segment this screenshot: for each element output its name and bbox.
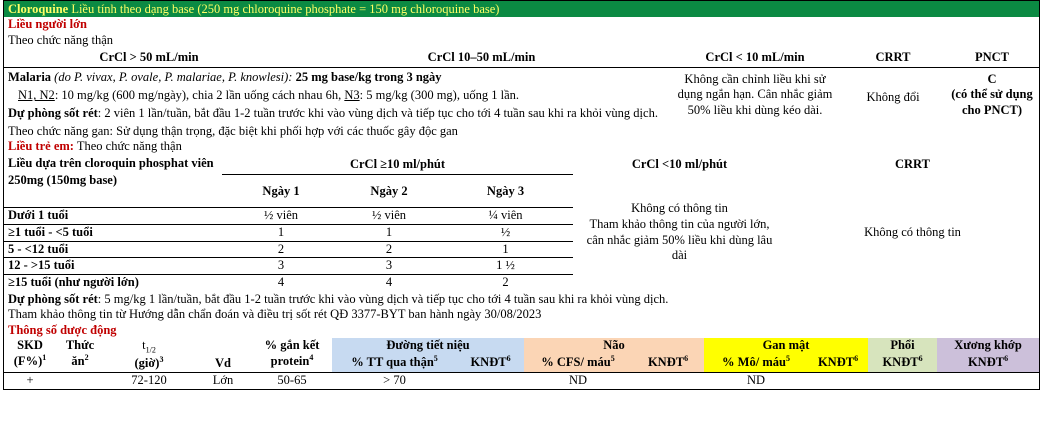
pk-val-liver: ND xyxy=(746,372,766,387)
child-col-crrt: CRRT xyxy=(895,157,930,172)
dose-day-1: 4 xyxy=(277,274,285,289)
pk-brain-header: Não xyxy=(524,338,704,355)
drug-monograph xyxy=(3,0,1040,390)
pk-val-brain-kndt xyxy=(632,372,704,389)
child-crrt-text: Không có thông tin xyxy=(864,224,961,239)
pk-urinary-pct-sup: 5 xyxy=(433,354,438,364)
pk-urinary-header: Đường tiết niệu xyxy=(332,338,524,355)
dose-day-2: 2 xyxy=(385,241,393,256)
pk-urinary-pct-label: % TT qua thận xyxy=(351,355,434,370)
pk-brain-pct-label: % CFS/ máu xyxy=(541,355,611,370)
day-2-header: Ngày 2 xyxy=(370,183,408,198)
pk-liver-pct-label: % Mô/ máu xyxy=(722,355,786,370)
pk-kndt-sup: 6 xyxy=(918,354,923,364)
dose-day-3: 1 ½ xyxy=(496,258,515,273)
n1n2-text: : 10 mg/kg (600 mg/ngày), chia 2 lần uống cách nhau 6h, xyxy=(54,88,345,103)
dose-day-1: ½ viên xyxy=(263,208,299,223)
dose-day-2: ½ viên xyxy=(371,208,407,223)
dose-day-2: 1 xyxy=(385,225,393,239)
pk-bone-kndt-header xyxy=(937,355,1039,372)
drug-name: Cloroquine xyxy=(8,2,69,16)
pk-val-t12: 72-120 xyxy=(131,372,167,387)
pk-bone-header: Xương khớp xyxy=(937,338,1039,355)
pk-prot-sup: 4 xyxy=(309,352,314,362)
child-col-crcl-lt10: CrCl <10 ml/phút xyxy=(631,157,728,172)
pk-kndt-label: KNĐT xyxy=(882,355,919,370)
age-label: 12 - >15 tuổi xyxy=(8,258,75,273)
pk-kndt-sup: 6 xyxy=(506,354,511,364)
dose-day-1: 3 xyxy=(277,258,285,273)
pk-urinary-kndt-header xyxy=(457,355,524,372)
pk-val-urinary-kndt xyxy=(457,372,524,389)
adult-renal-note: Theo chức năng thận xyxy=(8,32,113,47)
pk-val-lung xyxy=(868,372,937,389)
pk-col-skd xyxy=(4,338,56,372)
pk-brain-pct-header xyxy=(524,355,632,372)
pk-val-brain: ND xyxy=(568,372,588,387)
pk-val-urinary: > 70 xyxy=(383,372,406,387)
dose-day-3: ¼ viên xyxy=(488,208,523,223)
pk-skd-label: SKD xyxy=(17,338,43,353)
pk-liver-pct-header xyxy=(704,355,808,372)
title-subtitle: Liều tính theo dạng base (250 mg chloroquine phosphate = 150 mg chloroquine base) xyxy=(68,2,500,16)
pk-val-bone xyxy=(937,372,1039,389)
adult-prophylaxis-text: : 2 viên 1 lần/tuần, bắt đầu 1-2 tuần trước khi vào vùng dịch và tiếp tục cho tới 4 tuần sau khi ra khỏi vùng dịch. xyxy=(97,106,658,120)
pk-kndt-sup: 6 xyxy=(854,354,859,364)
dose-day-2: 3 xyxy=(385,258,393,273)
pk-food-label2: ăn xyxy=(71,354,85,368)
day-3-header: Ngày 3 xyxy=(486,183,525,198)
pk-col-vd: Vd xyxy=(215,356,231,371)
pk-food-label: Thức xyxy=(65,338,95,353)
pk-heading: Thông số dược động xyxy=(8,322,117,337)
pk-skd-sup: 1 xyxy=(42,352,47,362)
pk-table xyxy=(4,338,1039,389)
child-col-crcl-ge10: CrCl ≥10 ml/phút xyxy=(222,155,573,175)
age-label: ≥15 tuổi (như người lớn) xyxy=(8,274,139,289)
child-heading: Liều trẻ em: xyxy=(8,139,74,154)
dose-day-3: 1 xyxy=(502,241,509,256)
col-crcl-lt10: CrCl < 10 mL/min xyxy=(705,49,805,64)
pk-t12-label: t xyxy=(142,338,146,353)
malaria-label: Malaria xyxy=(8,69,52,84)
malaria-species: (do P. vivax, P. ovale, P. malariae, P. knowlesi): xyxy=(51,69,296,84)
pk-kndt-sup: 6 xyxy=(1004,354,1009,364)
dose-day-3: 2 xyxy=(502,274,509,289)
dose-day-2: 4 xyxy=(385,274,393,289)
adult-heading: Liều người lớn xyxy=(8,17,88,31)
pk-col-protein xyxy=(252,338,332,372)
adult-crrt-text: Không đổi xyxy=(841,67,945,121)
pk-kndt-sup: 6 xyxy=(684,354,689,364)
n3-label: N3 xyxy=(344,88,360,103)
title-bar xyxy=(3,0,1040,17)
col-crcl-gt50: CrCl > 50 mL/min xyxy=(99,49,199,64)
pk-val-food xyxy=(56,372,104,389)
child-prophylaxis-label: Dự phòng sốt rét xyxy=(8,291,98,306)
day-1-header: Ngày 1 xyxy=(262,183,300,198)
pk-urinary-pct-header xyxy=(332,355,457,372)
pk-kndt-label: KNĐT xyxy=(647,355,685,370)
n1n2-label: N1, N2 xyxy=(18,88,55,103)
pk-lung-header: Phổi xyxy=(868,338,937,355)
col-crcl-10-50: CrCl 10–50 mL/min xyxy=(427,49,536,64)
age-label: ≥1 tuổi - <5 tuổi xyxy=(8,225,93,239)
child-lt10-line1: Không có thông tin xyxy=(631,201,728,216)
pk-kndt-label: KNĐT xyxy=(967,355,1005,370)
pk-val-liver-kndt xyxy=(808,372,868,389)
pk-val-vd: Lớn xyxy=(212,372,234,387)
col-pnct: PNCT xyxy=(974,49,1010,64)
pk-val-skd: + xyxy=(26,372,34,387)
child-prophylaxis-text: : 5 mg/kg 1 lần/tuần, bắt đầu 1-2 tuần trước khi vào vùng dịch và tiếp tục cho tới 4 tuần sau khi ra khỏi vùng dịch. xyxy=(97,291,669,306)
pnct-category: C xyxy=(987,71,997,86)
adult-crcl-lt10-text: Không cần chỉnh liều khi sử dụng ngắn hạn. Cân nhắc giảm 50% liều khi dùng kéo dài. xyxy=(669,67,841,121)
malaria-dose: 25 mg base/kg trong 3 ngày xyxy=(295,69,442,84)
pk-liver-pct-sup: 5 xyxy=(785,354,790,364)
pk-liver-header: Gan mật xyxy=(704,338,868,355)
pk-col-t12 xyxy=(104,338,194,372)
child-heading-note: Theo chức năng thận xyxy=(73,139,182,154)
child-col-label: Liều dựa trên cloroquin phosphat viên 250mg (150mg base) xyxy=(8,155,214,187)
pk-prot-label: % gắn kết xyxy=(264,338,320,353)
age-label: Dưới 1 tuổi xyxy=(8,208,69,223)
pk-brain-pct-sup: 5 xyxy=(610,354,615,364)
pk-kndt-label: KNĐT xyxy=(817,355,855,370)
pk-liver-kndt-header xyxy=(808,355,868,372)
pk-brain-kndt-header xyxy=(632,355,704,372)
pk-t12-unit: (giờ) xyxy=(134,355,160,370)
pk-prot-label2: protein xyxy=(270,354,310,368)
pk-values-row xyxy=(4,372,1039,389)
col-crrt: CRRT xyxy=(875,49,911,64)
pk-kndt-label: KNĐT xyxy=(470,355,507,370)
adult-prophylaxis-label: Dự phòng sốt rét xyxy=(8,106,98,120)
child-table xyxy=(4,155,1039,291)
age-label: 5 - <12 tuổi xyxy=(8,241,69,256)
pk-lung-kndt-header xyxy=(868,355,937,372)
pk-val-protein: 50-65 xyxy=(277,372,307,387)
pk-t12-sup: 3 xyxy=(159,354,164,364)
pnct-text: (có thể sử dụng cho PNCT) xyxy=(951,87,1033,117)
pk-t12-sub: 1/2 xyxy=(145,345,156,355)
child-lt10-line2: Tham khảo thông tin của người lớn, cân nhắc giảm 50% liều khi dùng lâu dài xyxy=(586,217,773,263)
child-reference: Tham khảo thông tin từ Hướng dẫn chẩn đoán và điều trị sốt rét QĐ 3377-BYT ban hành ngày 30/08/2023 xyxy=(8,307,542,322)
dose-day-1: 2 xyxy=(277,241,285,256)
pk-skd-unit: (F%) xyxy=(13,354,43,368)
n3-text: : 5 mg/kg (300 mg), uống 1 lần. xyxy=(359,88,519,103)
pk-col-food xyxy=(56,338,104,372)
adult-hepatic: Theo chức năng gan: Sử dụng thận trọng, đặc biệt khi phối hợp với các thuốc gây độc gan xyxy=(8,123,458,138)
adult-table xyxy=(4,48,1039,121)
dose-day-3: ½ xyxy=(500,225,511,239)
pk-food-sup: 2 xyxy=(84,352,89,362)
dose-day-1: 1 xyxy=(277,225,285,239)
